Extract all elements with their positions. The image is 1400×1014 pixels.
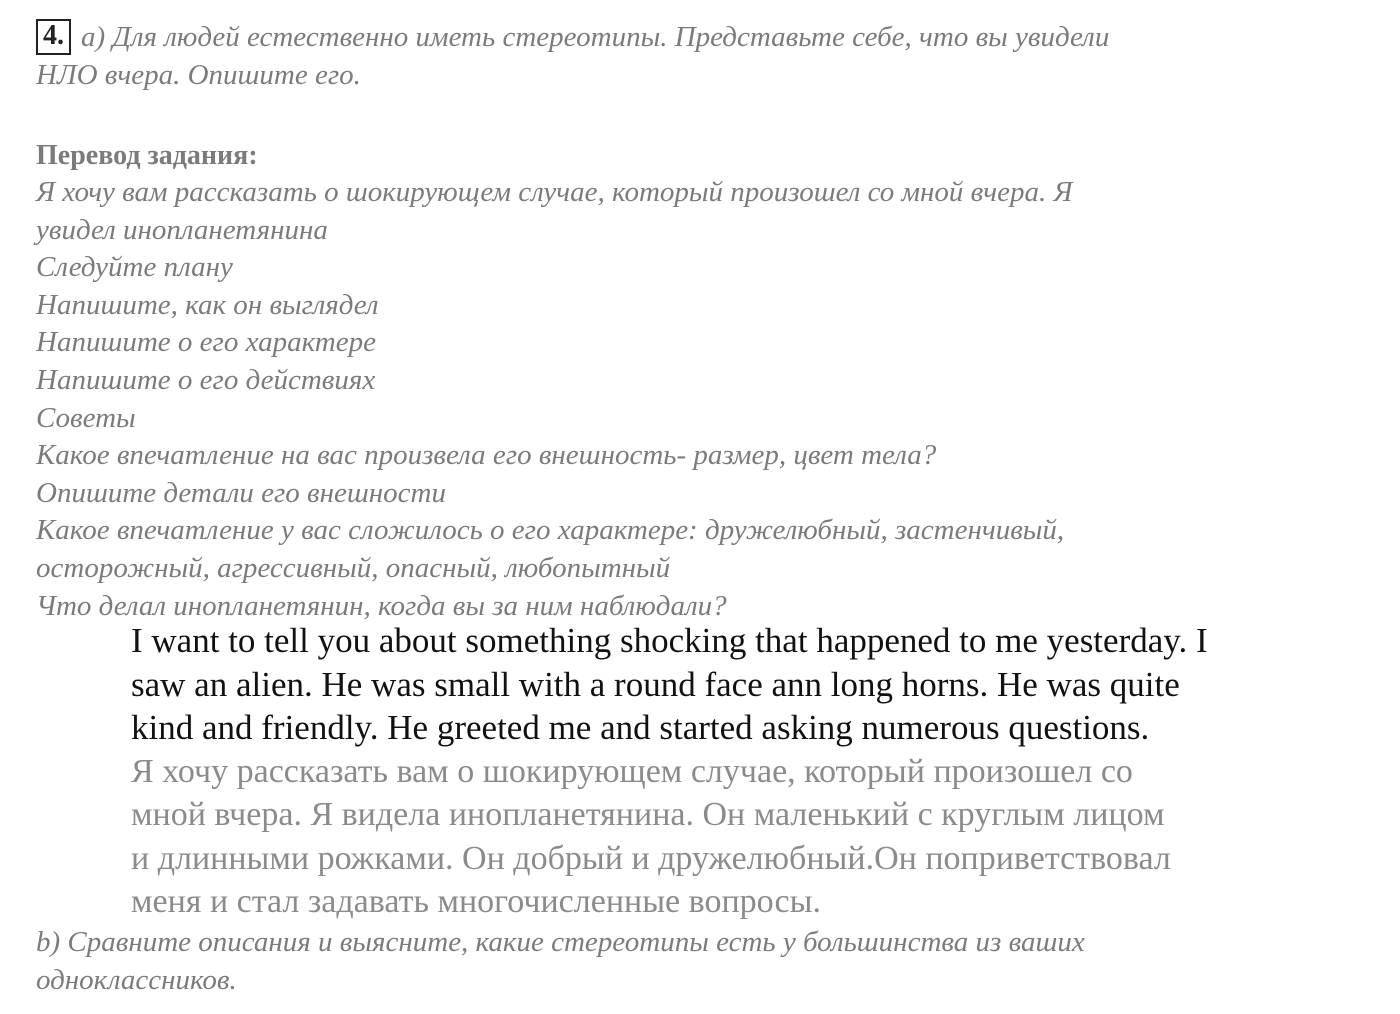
task-b-line-2: одноклассников. [36,963,237,996]
answer-english-line: I want to tell you about something shocking that happened to me yesterday. I [131,621,1208,660]
answer-russian-line: мной вчера. Я видела инопланетянина. Он маленький с круглым лицом [131,796,1165,833]
answer-english-line: saw an alien. He was small with a round face ann long horns. He was quite [131,664,1180,704]
translation-line: Что делал инопланетянин, когда вы за ним наблюдали? [36,589,727,622]
translation-line: увидел инопланетянина [36,213,328,246]
translation-line: Какое впечатление у вас сложилось о его характере: дружелюбный, застенчивый, [36,514,1065,547]
answer-english [131,619,1361,750]
translation-line: Следуйте плану [36,251,233,284]
task-number-badge: 4. [36,19,71,55]
translation-line: осторожный, агрессивный, опасный, любопытный [36,551,671,584]
task-b-line-1: b) Сравните описания и выясните, какие стереотипы есть у большинства из ваших [36,926,1085,958]
translation-line: Советы [36,401,136,434]
translation-text [36,174,1376,625]
answer-russian-line: и длинными рожками. Он добрый и дружелюбный.Он поприветствовал [131,839,1171,877]
translation-line: Напишите о его характере [36,326,376,359]
answer-section [131,619,1361,924]
task-a-line-1 [36,19,1376,57]
translation-line: Опишите детали его внешности [36,476,446,509]
translation-line: Напишите о его действиях [36,363,376,396]
task-a-line-2: НЛО вчера. Опишите его. [36,58,361,91]
translation-line: Какое впечатление на вас произвела его внешность- размер, цвет тела? [36,439,937,472]
task-b-prompt [36,924,1376,999]
answer-english-line: kind and friendly. He greeted me and started asking numerous questions. [131,708,1150,747]
answer-russian [131,750,1361,924]
translation-heading: Перевод задания: [36,140,258,171]
translation-section [36,137,1376,625]
task-a-prompt [36,19,1376,94]
translation-line: Напишите, как он выглядел [36,288,379,321]
translation-line: Я хочу вам рассказать о шокирующем случае, который произошел со мной вчера. Я [36,176,1073,208]
task-a-text-1: a) Для людей естественно иметь стереотипы. Представьте себе, что вы увидели [81,21,1110,53]
answer-russian-line: меня и стал задавать многочисленные вопросы. [131,883,821,920]
answer-russian-line: Я хочу рассказать вам о шокирующем случае, который произошел со [131,752,1133,790]
